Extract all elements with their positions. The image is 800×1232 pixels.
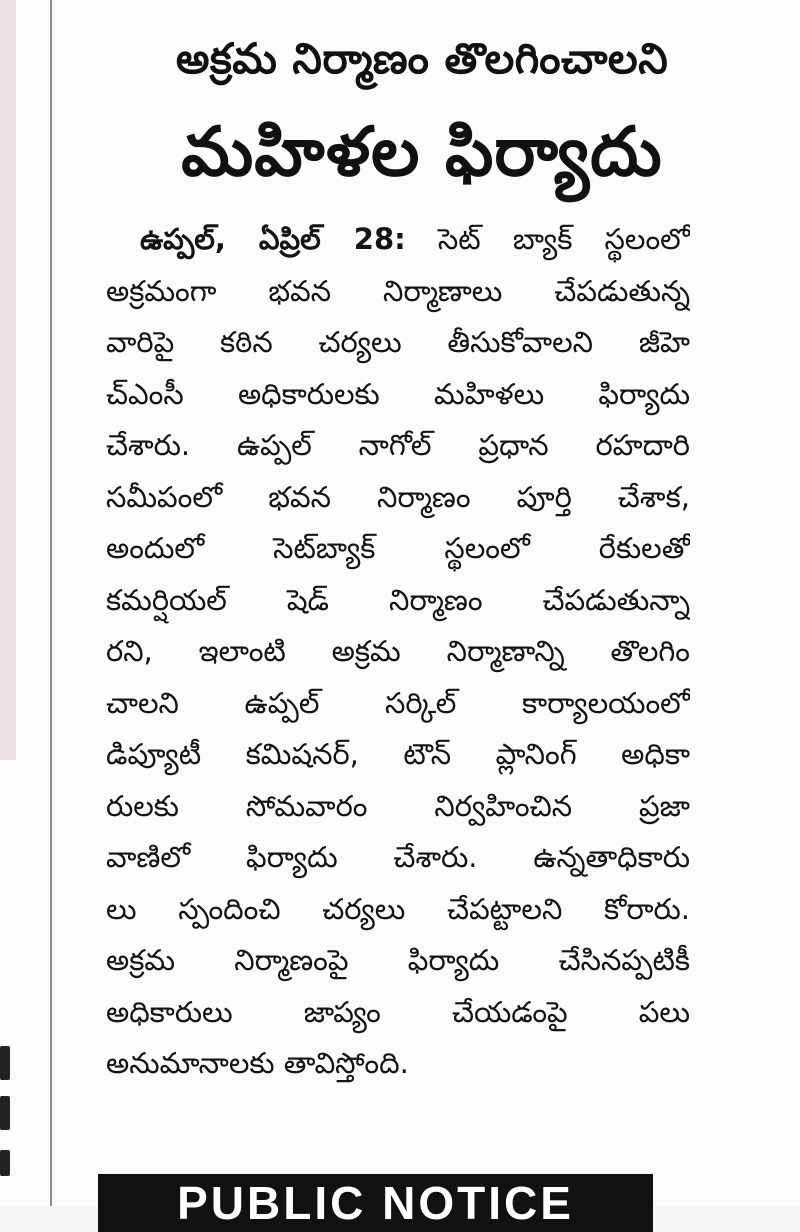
article-line: అక్రమంగా భవన నిర్మాణాలు చేపడుతున్న (106, 273, 690, 308)
article-line: అనుమానాలకు తావిస్తోంది. (106, 1046, 409, 1080)
adjacent-column-fragment (0, 1150, 10, 1176)
article-line (106, 214, 690, 266)
adjacent-column-fragment (0, 1096, 10, 1130)
article-line: సమీపంలో భవన నిర్మాణం పూర్తి చేశాక, (106, 479, 690, 514)
article-line: రులకు సోమవారం నిర్వహించిన ప్రజా (106, 788, 690, 823)
article-line: లు స్పందించి చర్యలు చేపట్టాలని కోరారు. (106, 891, 690, 926)
article-line: రని, ఇలాంటి అక్రమ నిర్మాణాన్ని తొలగిం (106, 634, 690, 668)
adjacent-column-strip (0, 0, 16, 760)
article-line: చేశారు. ఉప్పల్ నాగోల్ ప్రధాన రహదారి (106, 428, 690, 462)
article-line: అందులో సెట్‌బ్యాక్ స్థలంలో రేకులతో (106, 531, 690, 565)
column-divider (50, 0, 52, 1206)
article-headline: మహిళల ఫిర్యాదు (181, 113, 663, 192)
article-kicker: అక్రమ నిర్మాణం తొలగించాలని (175, 34, 669, 83)
adjacent-column-fragment (0, 1046, 10, 1080)
article-line: చాలని ఉప్పల్ సర్కిల్ కార్యాలయంలో (106, 685, 690, 720)
public-notice-banner: PUBLIC NOTICE (98, 1174, 653, 1232)
article-line: చ్ఎంసీ అధికారులకు మహిళలు ఫిర్యాదు (106, 376, 690, 411)
article-line: వాణిలో ఫిర్యాదు చేశారు. ఉన్నతాధికారు (106, 840, 690, 874)
article-line: వారిపై కఠిన చర్యలు తీసుకోవాలని జీహె (106, 325, 690, 359)
article-line-text: సెట్ బ్యాక్ స్థలంలో (437, 222, 690, 256)
article-line: డిప్యూటీ కమిషనర్, టౌన్ ప్లానింగ్ అధికా (106, 737, 690, 771)
article-line: అధికారులు జాప్యం చేయడంపై పలు (106, 994, 690, 1029)
article-line: కమర్షియల్ షెడ్ నిర్మాణం చేపడుతున్నా (106, 582, 690, 617)
article-dateline: ఉప్పల్, ఏప్రిల్ 28: (140, 222, 406, 256)
article-line: అక్రమ నిర్మాణంపై ఫిర్యాదు చేసినప్పటికీ (106, 943, 690, 977)
article-body (106, 214, 690, 1090)
